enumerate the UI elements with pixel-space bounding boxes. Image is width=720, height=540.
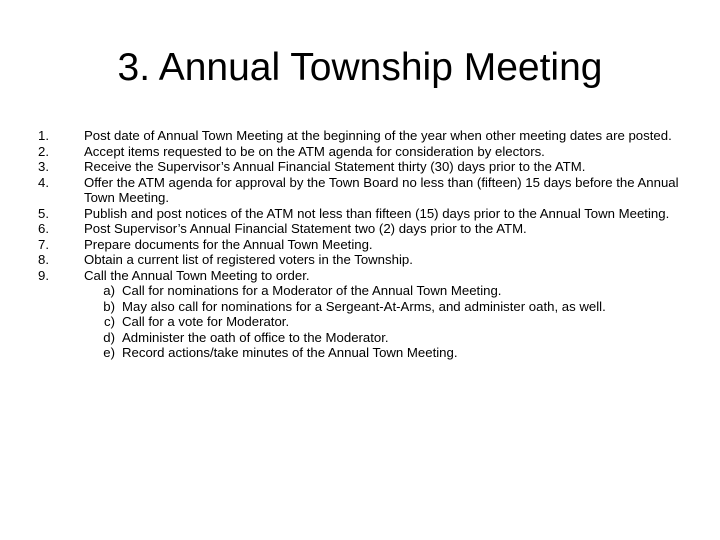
sublist-item-letter: b) [103,298,115,314]
sublist-item-text: Call for a vote for Moderator. [122,314,290,329]
sublist-item-letter: d) [103,329,115,345]
list-item-number: 5. [38,205,49,221]
list-item-text: Post Supervisor’s Annual Financial Statement two (2) days prior to the ATM. [84,221,527,236]
list-item-number: 4. [38,174,49,190]
list-item-text: Prepare documents for the Annual Town Meeting. [84,236,373,252]
list-item [38,128,698,144]
list-item [38,175,698,206]
sublist-item-text: Call for nominations for a Moderator of the Annual Town Meeting. [122,283,502,298]
list-item [38,221,698,237]
list-item [38,252,698,268]
list-item [38,144,698,160]
list-item-number: 7. [38,236,49,252]
list-item-text: Offer the ATM agenda for approval by the Town Board no less than (fifteen) 15 days before the Annual Town Meeting. [84,174,679,205]
sublist-item-letter: e) [103,345,115,360]
slide-title: 3. Annual Township Meeting [117,46,603,89]
sublist-item [84,330,698,346]
lettered-sublist [84,283,698,361]
sublist-item [84,314,698,330]
sublist-item-text: May also call for nominations for a Sergeant-At-Arms, and administer oath, as well. [122,298,606,314]
numbered-list [38,128,698,361]
list-item [38,206,698,222]
list-item-number: 3. [38,159,49,174]
list-item-number: 9. [38,267,49,283]
sublist-item-letter: a) [103,283,115,298]
list-item-number: 2. [38,143,49,159]
list-item-text: Call the Annual Town Meeting to order. [84,267,310,283]
list-item-content [84,268,698,361]
list-item-text: Receive the Supervisor’s Annual Financial Statement thirty (30) days prior to the ATM. [84,159,586,174]
list-item-number: 1. [38,128,49,143]
list-item [38,237,698,253]
sublist-item-letter: c) [104,314,115,329]
sublist-item [84,283,698,299]
list-item [38,268,698,361]
list-item-text: Obtain a current list of registered voters in the Township. [84,252,413,267]
sublist-item-text: Record actions/take minutes of the Annual Town Meeting. [122,345,458,360]
list-item-text: Publish and post notices of the ATM not less than fifteen (15) days prior to the Annual Town Meeting. [84,205,670,221]
list-item-text: Accept items requested to be on the ATM agenda for consideration by electors. [84,143,545,159]
sublist-item-text: Administer the oath of office to the Moderator. [122,329,389,345]
sublist-item [84,299,698,315]
list-item-number: 8. [38,252,49,267]
sublist-item [84,345,698,361]
list-item-text: Post date of Annual Town Meeting at the beginning of the year when other meeting dates are posted. [84,128,672,143]
list-item-number: 6. [38,221,49,236]
list-item [38,159,698,175]
